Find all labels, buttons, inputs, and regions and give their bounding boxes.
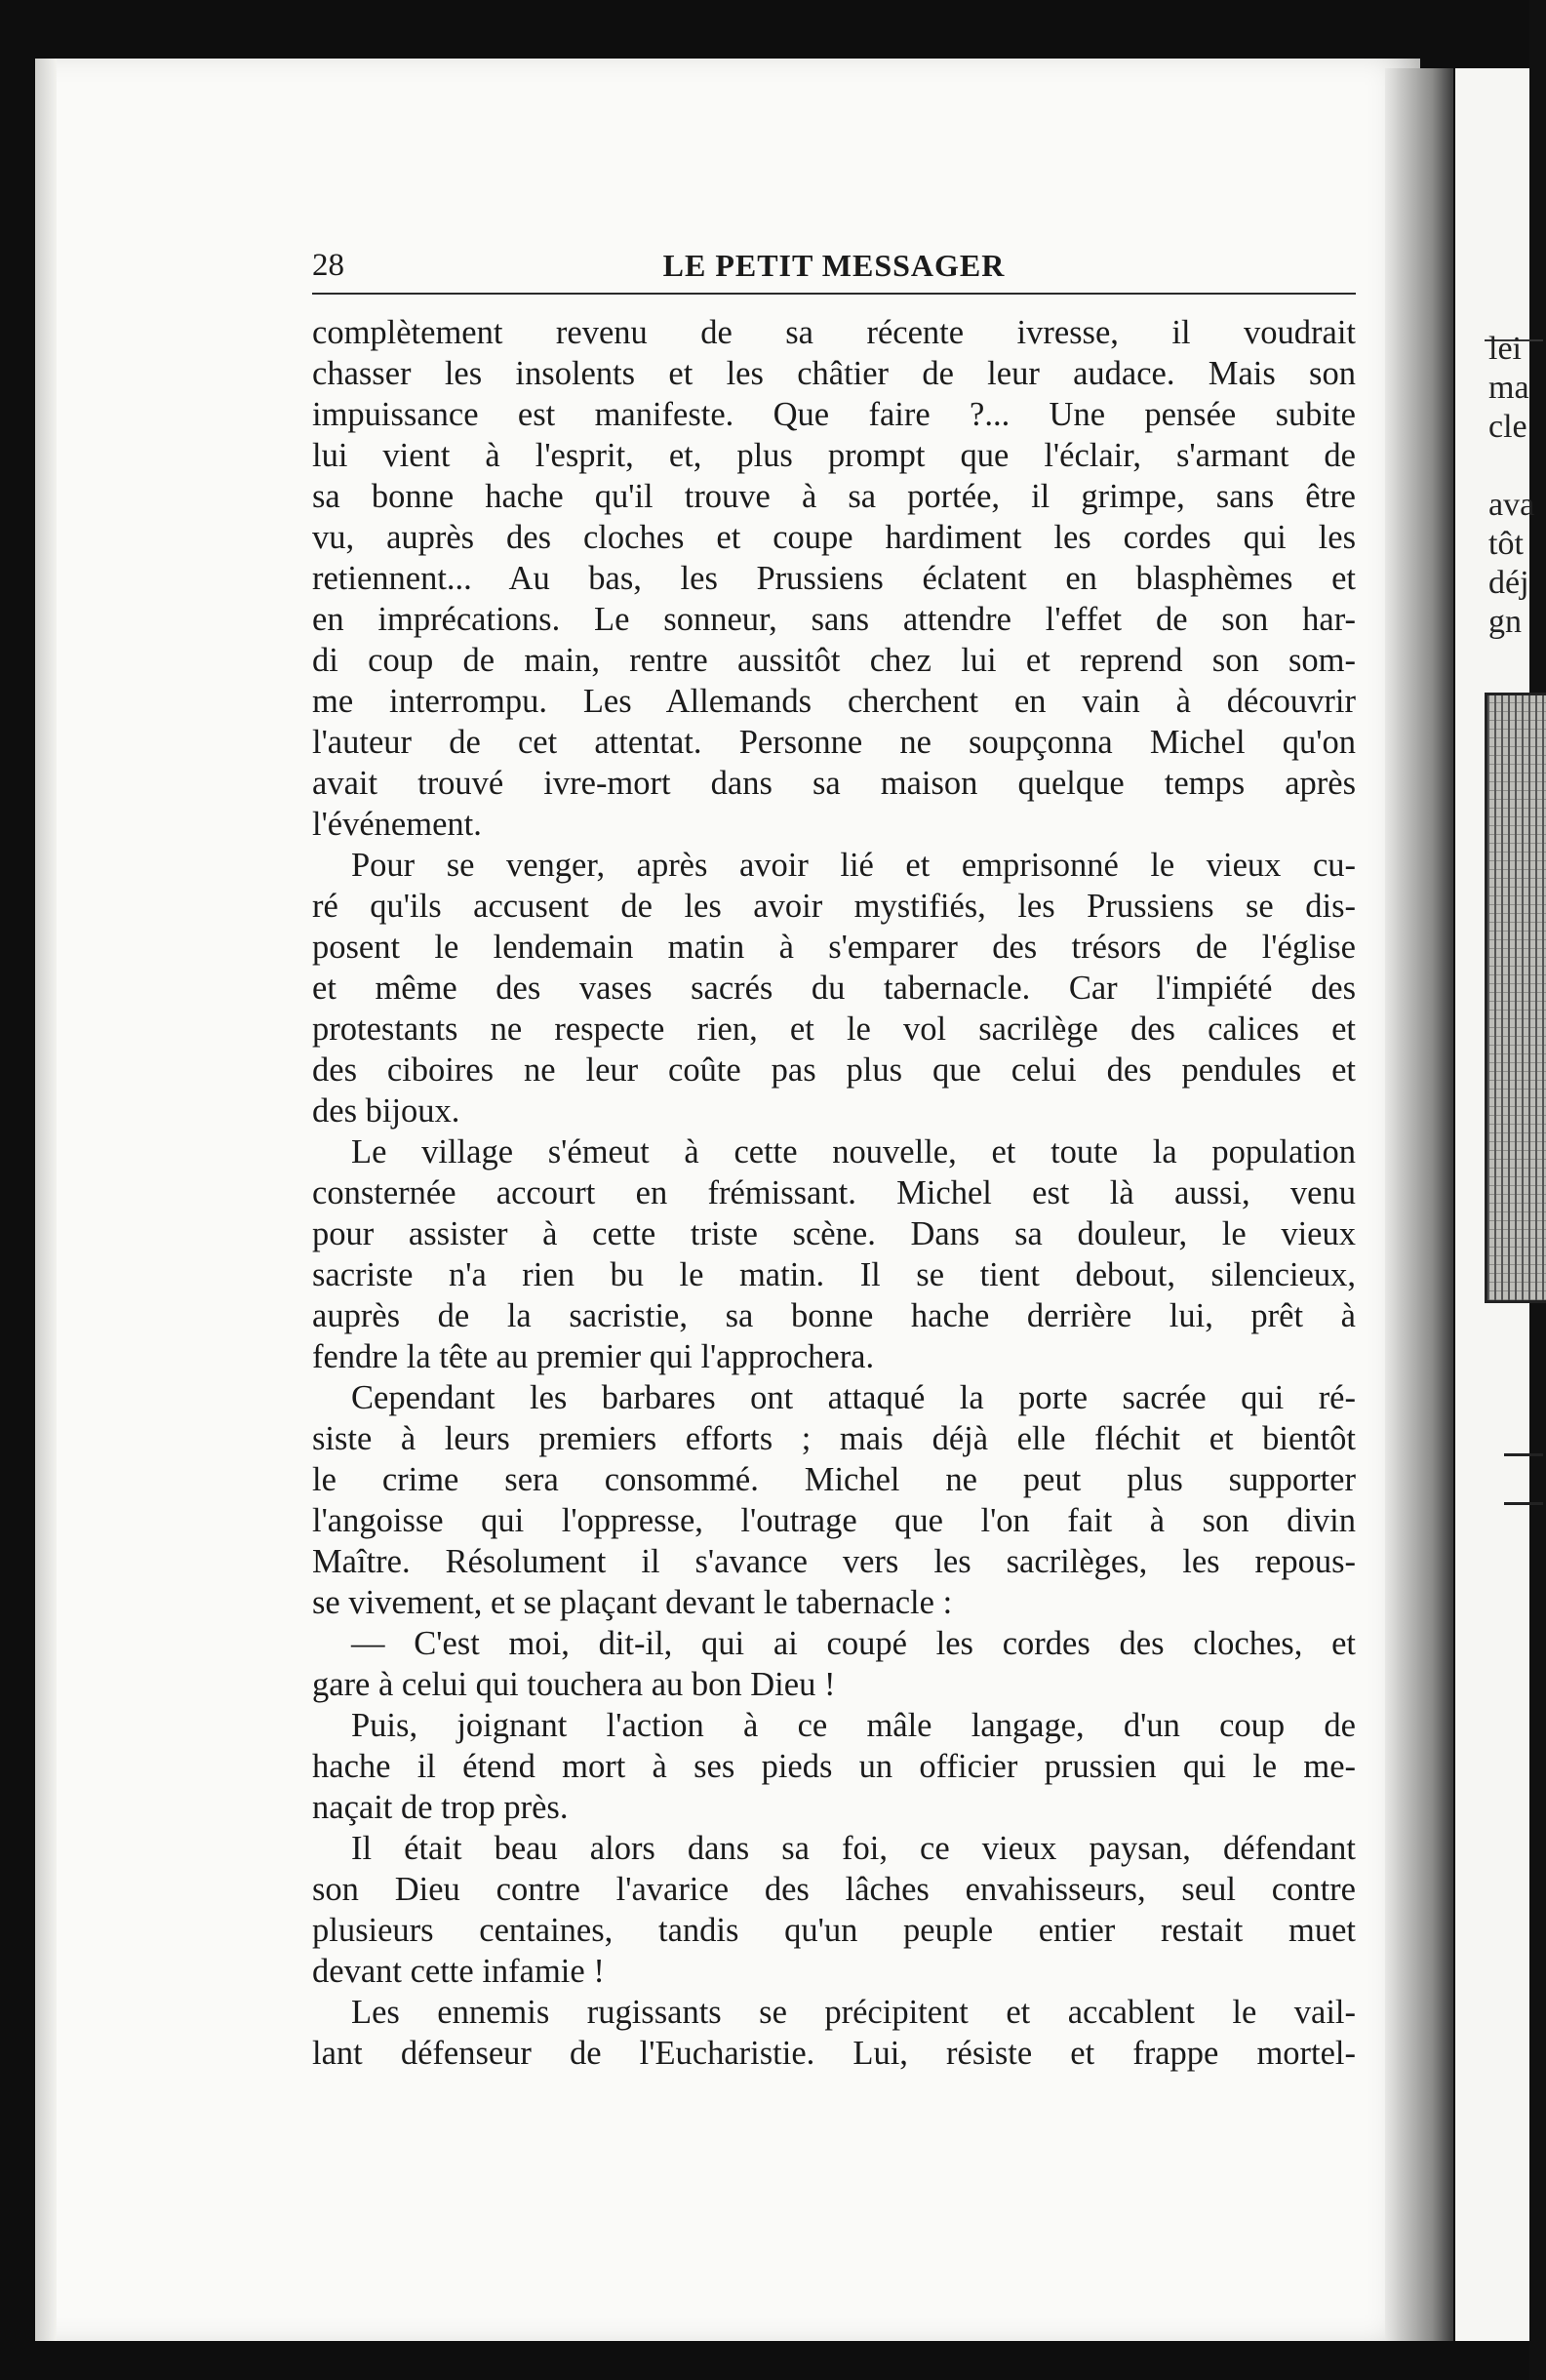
facing-page-mark: [1504, 1502, 1543, 1505]
text-line: naçait de trop près.: [312, 1789, 569, 1826]
text-line: chasser les insolents et les châtier de leur audace. Mais son: [312, 355, 1356, 392]
text-line: lant défenseur de l'Eucharistie. Lui, résiste et frappe mortel-: [312, 2035, 1356, 2072]
page-number: 28: [312, 248, 344, 283]
facing-page-fragment: tôt: [1488, 526, 1524, 562]
book-gutter-shadow: [1385, 68, 1453, 2341]
facing-page-text-fragments: [1488, 330, 1534, 642]
text-line: me interrompu. Les Allemands cherchent en vain à découvrir: [312, 683, 1356, 720]
text-line: sa bonne hache qu'il trouve à sa portée, il grimpe, sans être: [312, 478, 1356, 515]
text-line: impuissance est manifeste. Que faire ?... Une pensée subite: [312, 396, 1356, 433]
text-line: pour assister à cette triste scène. Dans sa douleur, le vieux: [312, 1215, 1356, 1252]
text-line: gare à celui qui touchera au bon Dieu !: [312, 1666, 836, 1703]
facing-page-illustration: [1485, 693, 1546, 1303]
body-text: [312, 312, 1356, 2074]
text-line: lui vient à l'esprit, et, plus prompt que l'éclair, s'armant de: [312, 437, 1356, 474]
text-line: le crime sera consommé. Michel ne peut plus supporter: [312, 1461, 1356, 1498]
text-line: des ciboires ne leur coûte pas plus que celui des pendules et: [312, 1051, 1356, 1089]
facing-page-fragment: déj: [1488, 565, 1529, 601]
text-line: Il était beau alors dans sa foi, ce vieux paysan, défendant: [351, 1830, 1356, 1867]
text-line: et même des vases sacrés du tabernacle. Car l'impiété des: [312, 970, 1356, 1007]
text-line: consternée accourt en frémissant. Michel est là aussi, venu: [312, 1174, 1356, 1211]
text-line: sacriste n'a rien bu le matin. Il se tient debout, silencieux,: [312, 1256, 1356, 1293]
text-line: se vivement, et se plaçant devant le tabernacle :: [312, 1584, 953, 1621]
text-line: retiennent... Au bas, les Prussiens éclatent en blasphèmes et: [312, 560, 1356, 597]
text-line: vu, auprès des cloches et coupe hardiment les cordes qui les: [312, 519, 1356, 556]
text-line: l'événement.: [312, 806, 482, 843]
text-line: son Dieu contre l'avarice des lâches envahisseurs, seul contre: [312, 1871, 1356, 1908]
text-line: siste à leurs premiers efforts ; mais déjà elle fléchit et bientôt: [312, 1420, 1356, 1457]
text-line: Pour se venger, après avoir lié et emprisonné le vieux cu-: [351, 847, 1356, 884]
text-line: plusieurs centaines, tandis qu'un peuple entier restait muet: [312, 1912, 1356, 1949]
text-line: Les ennemis rugissants se précipitent et accablent le vail-: [351, 1994, 1356, 2031]
text-line: posent le lendemain matin à s'emparer des trésors de l'église: [312, 929, 1356, 966]
running-head: [312, 242, 1356, 295]
text-line: avait trouvé ivre-mort dans sa maison quelque temps après: [312, 765, 1356, 802]
text-line: l'auteur de cet attentat. Personne ne soupçonna Michel qu'on: [312, 724, 1356, 761]
text-line: en imprécations. Le sonneur, sans attendre l'effet de son har-: [312, 601, 1356, 638]
text-line: ré qu'ils accusent de les avoir mystifiés, les Prussiens se dis-: [312, 888, 1356, 925]
text-line: l'angoisse qui l'oppresse, l'outrage que l'on fait à son divin: [312, 1502, 1356, 1539]
text-line: — C'est moi, dit-il, qui ai coupé les cordes des cloches, et: [351, 1625, 1356, 1662]
text-line: Le village s'émeut à cette nouvelle, et toute la population: [351, 1133, 1356, 1170]
text-line: des bijoux.: [312, 1092, 460, 1130]
facing-page-fragment: [1488, 447, 1534, 486]
facing-page-fragment: ma: [1488, 370, 1529, 406]
text-line: di coup de main, rentre aussitôt chez lui et reprend son som-: [312, 642, 1356, 679]
facing-page-fragment: ava: [1488, 487, 1535, 523]
text-line: fendre la tête au premier qui l'approchera.: [312, 1338, 875, 1375]
facing-page-fragment: cle: [1488, 409, 1527, 445]
page-edge: [35, 59, 57, 2341]
page-content: [312, 242, 1356, 2074]
text-line: hache il étend mort à ses pieds un officier prussien qui le me-: [312, 1748, 1356, 1785]
facing-page: [1455, 68, 1535, 2341]
text-line: auprès de la sacristie, sa bonne hache derrière lui, prêt à: [312, 1297, 1356, 1334]
text-line: Maître. Résolument il s'avance vers les sacrilèges, les repous-: [312, 1543, 1356, 1580]
facing-page-fragment: gn: [1488, 604, 1522, 640]
text-line: protestants ne respecte rien, et le vol sacrilège des calices et: [312, 1011, 1356, 1048]
running-title: LE PETIT MESSAGER: [662, 248, 1006, 283]
facing-page-mark: [1504, 1453, 1543, 1456]
text-line: complètement revenu de sa récente ivresse, il voudrait: [312, 314, 1356, 351]
text-line: Cependant les barbares ont attaqué la porte sacrée qui ré-: [351, 1379, 1356, 1416]
facing-page-fragment: lei: [1488, 331, 1522, 367]
text-line: devant cette infamie !: [312, 1953, 605, 1990]
text-line: Puis, joignant l'action à ce mâle langage, d'un coup de: [351, 1707, 1356, 1744]
